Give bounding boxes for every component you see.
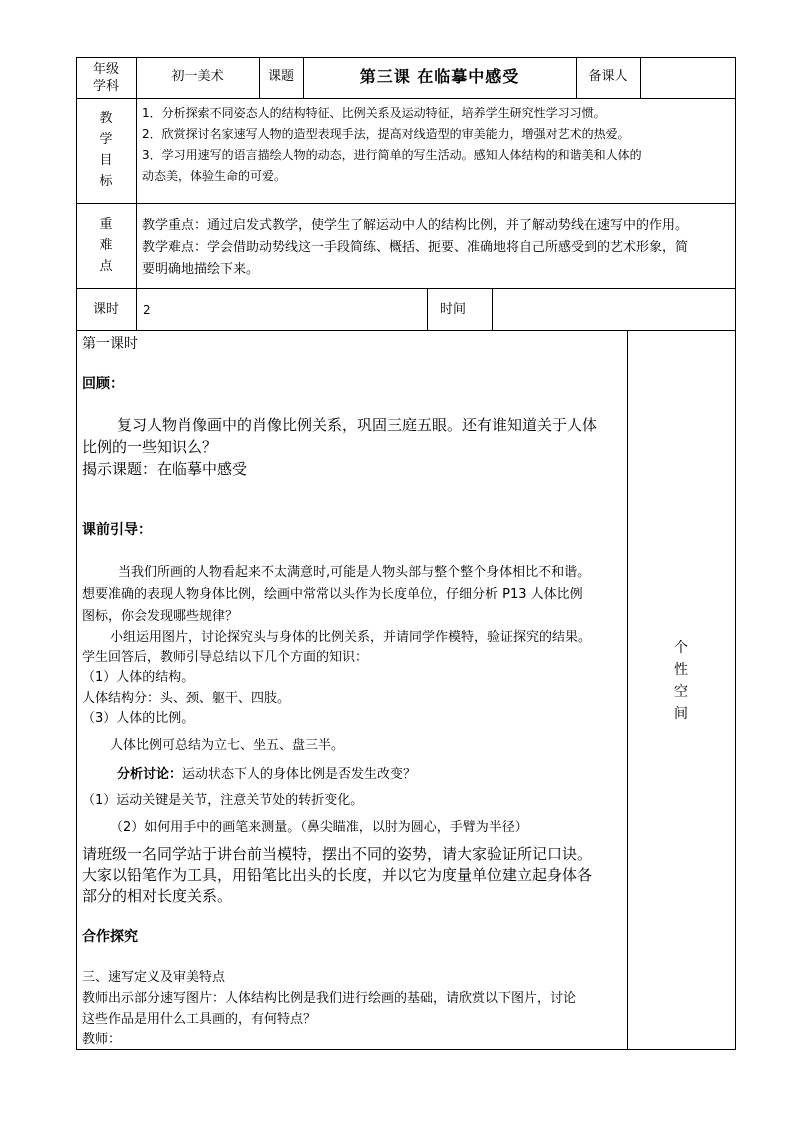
table-border-right	[735, 57, 736, 1050]
knowledge-item: （3）人体的比例。	[82, 711, 195, 726]
preparer-label: 备课人	[588, 69, 628, 84]
personal-space-label: 个 性 空 间	[674, 640, 688, 722]
row-divider	[76, 288, 736, 289]
side-column-divider	[627, 330, 628, 1050]
intro-text: 想要准确的表现人物身体比例，绘画中常常以头作为长度单位，仔细分析 P13 人体比例	[82, 587, 583, 602]
table-border-bottom	[76, 1049, 736, 1050]
coop-heading: 合作探究	[82, 929, 138, 945]
hours-value: 2	[143, 303, 151, 317]
section-three-heading: 三、速写定义及审美特点	[82, 970, 226, 985]
analysis-point: （2）如何用手中的画笔来测量。（鼻尖瞄准，以肘为圆心，手臂为半径）	[110, 820, 528, 835]
goals-label: 教 学 目 标	[99, 111, 113, 189]
group-activity: 小组运用图片，讨论探究头与身体的比例关系，并请同学作模特，验证探究的结果。	[110, 630, 592, 645]
key-point-line: 教学重点：通过启发式教学，使学生了解运动中人的结构比例，并了解动势线在速写中的作用。	[142, 218, 689, 233]
hours-label: 课时	[92, 302, 119, 317]
table-border-top	[76, 57, 736, 58]
row-divider	[76, 330, 736, 331]
keypoints-label: 重 难 点	[99, 217, 113, 274]
section-three-text: 这些作品是用什么工具画的，有何特点？	[82, 1012, 317, 1027]
review-text: 比例的一些知识么？	[82, 438, 218, 456]
hours-col-divider	[492, 288, 493, 330]
difficult-point-line: 要明确地描绘下来。	[142, 262, 260, 277]
grade-label: 年级 学科	[92, 62, 119, 94]
topic-label: 课题	[267, 69, 294, 84]
knowledge-item: 人体比例可总结为立七、坐五、盘三半。	[110, 738, 345, 753]
model-activity: 大家以铅笔作为工具，用铅笔比出头的长度，并以它为度量单位建立起身体各	[82, 866, 593, 884]
lesson-number: 第一课时	[82, 336, 138, 352]
label-column-divider	[136, 57, 137, 330]
lesson-title: 第三课 在临摹中感受	[359, 67, 520, 86]
table-border-left	[76, 57, 77, 1050]
review-heading: 回顾：	[82, 376, 124, 392]
intro-text: 当我们所画的人物看起来不太满意时,可能是人物头部与整个整个身体相比不和谐。	[118, 565, 591, 580]
topic-reveal: 揭示课题：在临摹中感受	[82, 460, 248, 478]
grade-value: 初一美术	[171, 69, 224, 84]
analysis-point: （1）运动关键是关节，注意关节处的转折变化。	[82, 793, 364, 808]
model-activity: 部分的相对长度关系。	[82, 887, 233, 905]
intro-heading: 课前引导：	[82, 522, 152, 538]
teacher-label: 教师：	[82, 1032, 122, 1047]
goal-item: 2．欣赏探讨名家速写人物的造型表现手法，提高对线造型的审美能力，增强对艺术的热爱。	[142, 127, 630, 141]
analysis-text: 运动状态下人的身体比例是否发生改变？	[182, 767, 417, 782]
row-divider	[76, 203, 736, 204]
header-col-divider	[640, 57, 641, 98]
section-three-text: 教师出示部分速写图片：人体结构比例是我们进行绘画的基础，请欣赏以下图片，讨论	[82, 991, 577, 1006]
hours-col-divider	[427, 288, 428, 330]
goal-item: 3．学习用速写的语言描绘人物的动态，进行简单的写生活动。感知人体结构的和谐美和人体的	[142, 148, 642, 162]
goal-item: 1．分析探索不同姿态人的结构特征、比例关系及运动特征，培养学生研究性学习习惯。	[142, 106, 606, 120]
goal-item: 动态美，体验生命的可爱。	[142, 169, 287, 183]
analysis-label: 分析讨论：	[117, 767, 183, 782]
analysis-line	[117, 764, 416, 786]
knowledge-item: 人体结构分：头、颈、躯干、四肢。	[82, 691, 291, 706]
difficult-point-line: 教学难点：学会借助动势线这一手段简练、概括、扼要、准确地将自己所感受到的艺术形象，简	[142, 240, 689, 255]
time-label: 时间	[440, 302, 467, 317]
knowledge-item: （1）人体的结构。	[82, 670, 195, 685]
intro-text: 图标，你会发现哪些规律？	[82, 609, 239, 624]
review-text: 复习人物肖像画中的肖像比例关系，巩固三庭五眼。还有谁知道关于人体	[117, 416, 598, 434]
row-divider	[76, 98, 736, 99]
group-activity: 学生回答后，教师引导总结以下几个方面的知识：	[82, 650, 369, 665]
model-activity: 请班级一名同学站于讲台前当模特，摆出不同的姿势，请大家验证所记口诀。	[82, 845, 593, 863]
